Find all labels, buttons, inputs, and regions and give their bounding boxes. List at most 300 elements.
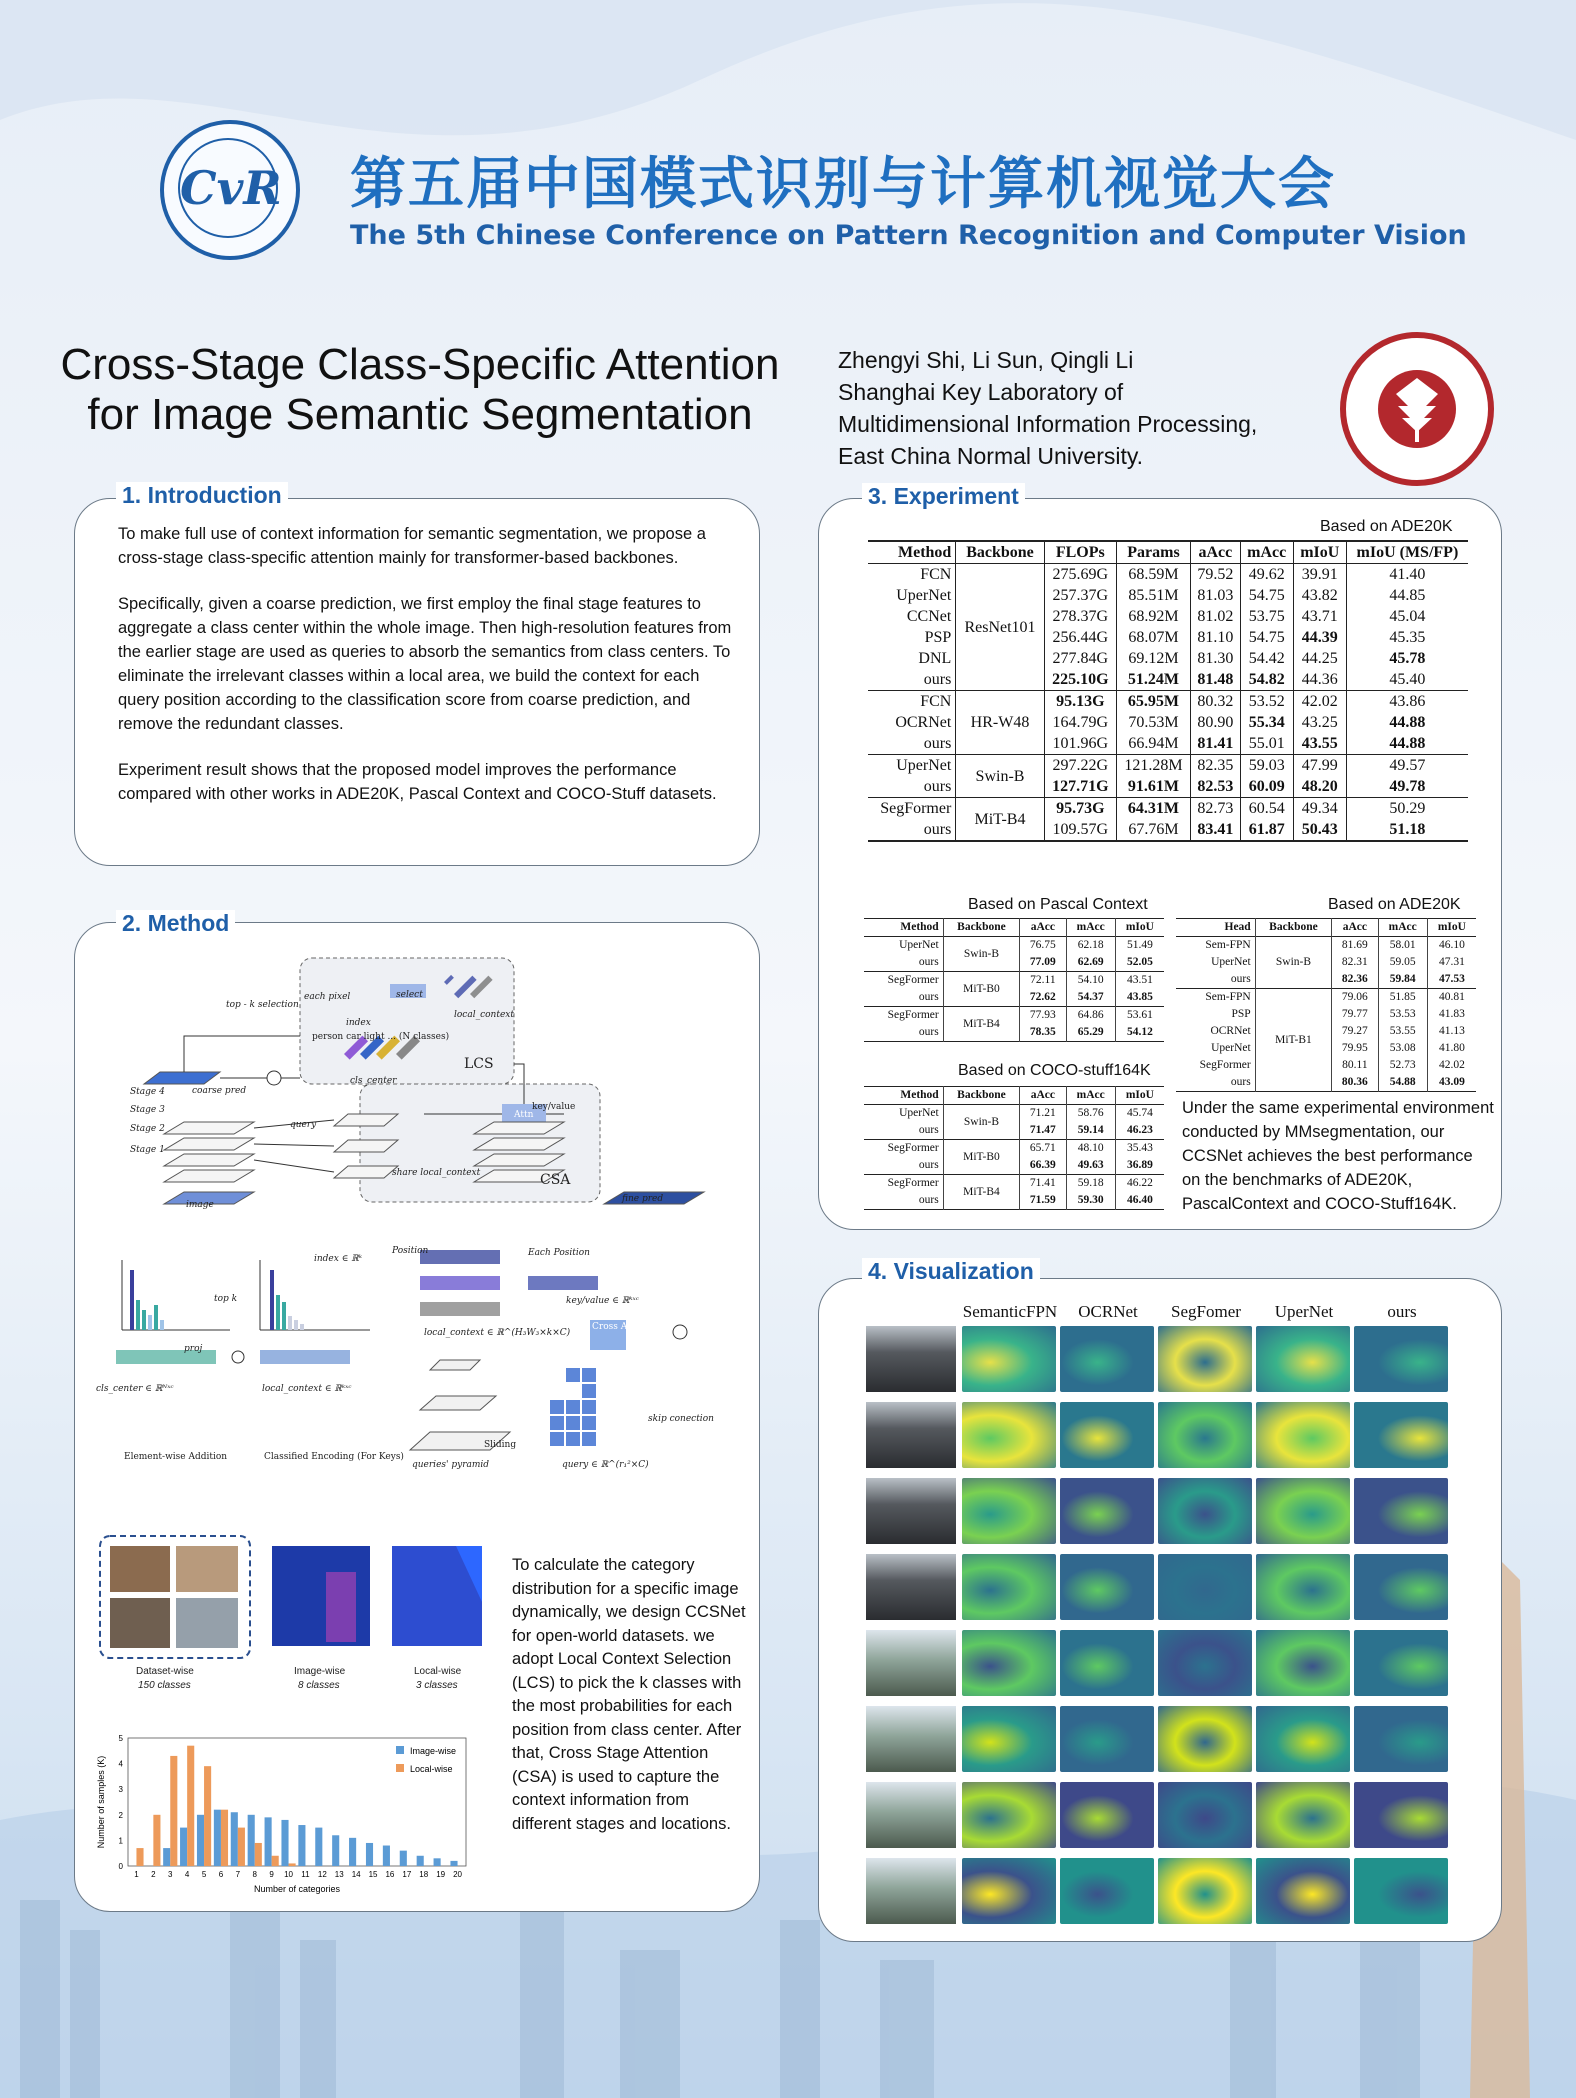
coco-cell: 71.59	[1020, 1192, 1066, 1210]
bar-image-wise	[265, 1817, 272, 1866]
coco-method: ours	[918, 1159, 939, 1171]
label-index: index	[346, 1018, 371, 1028]
vis-attention-map	[962, 1630, 1056, 1696]
label-stage4: Stage 4	[130, 1087, 165, 1097]
coco-cell: 71.21	[1020, 1105, 1066, 1123]
vis-column-header: UperNet	[1274, 1302, 1334, 1321]
table1-backbone: HR-W48	[956, 691, 1044, 755]
table1-cell: 164.79G	[1044, 712, 1116, 733]
table1-cell: 60.09	[1240, 776, 1293, 798]
ade2-cell: 82.36	[1332, 971, 1378, 989]
vis-attention-map	[1256, 1630, 1350, 1696]
ade2-cell: 42.02	[1427, 1057, 1476, 1074]
vis-input-image	[866, 1478, 956, 1544]
table1-backbone: MiT-B4	[956, 798, 1044, 842]
ade2-backbone: MiT-B1	[1255, 989, 1332, 1092]
label-lcs: LCS	[464, 1056, 494, 1072]
table1-cell: 50.29	[1346, 798, 1468, 820]
pascal-table-caption: Based on Pascal Context	[968, 896, 1148, 913]
table1-cell: 257.37G	[1044, 585, 1116, 606]
table1-cell: 275.69G	[1044, 564, 1116, 586]
label-stage3: Stage 3	[130, 1105, 165, 1115]
table1-header-6: mIoU	[1293, 541, 1346, 564]
table1-method: SegFormer	[880, 800, 952, 817]
pascal-cell: 62.69	[1066, 954, 1115, 972]
vis-attention-map	[1256, 1478, 1350, 1544]
vis-input-image	[866, 1326, 956, 1392]
table1-cell: 68.59M	[1116, 564, 1190, 586]
pascal-context-table	[864, 918, 1164, 1042]
table1-cell: 55.01	[1240, 733, 1293, 755]
coco-backbone: MiT-B4	[943, 1175, 1020, 1210]
table1-cell: 51.24M	[1116, 669, 1190, 691]
table1-caption: Based on ADE20K	[1320, 518, 1453, 535]
label-select: select	[396, 990, 423, 1000]
pascal-cell: 76.75	[1020, 937, 1066, 955]
label-local-eq: local_context ∈ ℝᵏˣᶜ	[262, 1384, 352, 1394]
table1-method: OCRNet	[895, 714, 952, 731]
coco-backbone: Swin-B	[943, 1105, 1020, 1140]
pascal-method: ours	[918, 956, 939, 968]
x-tick-label: 15	[368, 1870, 378, 1879]
label-cls-center: cls_center	[350, 1076, 397, 1086]
table1-row	[868, 564, 1468, 586]
legend-label: Local-wise	[410, 1764, 453, 1774]
bar-image-wise	[450, 1861, 457, 1866]
vis-attention-map	[1158, 1630, 1252, 1696]
ade2-cell: 47.31	[1427, 954, 1476, 971]
vis-attention-map	[1158, 1782, 1252, 1848]
table1-cell: 53.52	[1240, 691, 1293, 713]
ade2-backbone: Swin-B	[1255, 937, 1332, 989]
vis-column-header: OCRNet	[1078, 1302, 1138, 1321]
x-tick-label: 3	[168, 1870, 173, 1879]
table1-cell: 95.73G	[1044, 798, 1116, 820]
table1-header-0: Method	[897, 544, 952, 561]
label-csa: CSA	[540, 1172, 571, 1188]
pascal-backbone: Swin-B	[943, 937, 1020, 972]
table1-cell: 121.28M	[1116, 755, 1190, 777]
introduction-heading: 1. Introduction	[116, 482, 288, 509]
y-tick-label: 0	[118, 1862, 123, 1871]
label-image: image	[186, 1200, 214, 1210]
table1-cell: 42.02	[1293, 691, 1346, 713]
pascal-cell: 53.61	[1115, 1007, 1164, 1025]
coco-cell: 46.22	[1115, 1175, 1164, 1193]
table1-cell: 51.18	[1346, 819, 1468, 841]
label-index-eq: index ∈ ℝᵏ	[314, 1254, 362, 1264]
table1-cell: 64.31M	[1116, 798, 1190, 820]
ade2-method: Sem-FPN	[1205, 939, 1251, 951]
y-tick-label: 1	[118, 1836, 123, 1846]
table1-method: FCN	[920, 566, 952, 583]
table1-cell: 47.99	[1293, 755, 1346, 777]
x-tick-label: 6	[218, 1870, 224, 1879]
ade2-method: SegFormer	[1199, 1059, 1251, 1071]
coco-cell: 49.63	[1066, 1157, 1115, 1175]
bar-image-wise	[417, 1856, 424, 1866]
table1-method: ours	[923, 821, 952, 838]
table1-method: FCN	[920, 693, 952, 710]
label-query: query	[290, 1120, 317, 1130]
category-distribution-chart	[96, 1728, 486, 1898]
y-tick-label: 2	[118, 1810, 123, 1820]
coco-cell: 59.14	[1066, 1122, 1115, 1140]
table1-cell: 44.85	[1346, 585, 1468, 606]
table1-cell: 68.07M	[1116, 627, 1190, 648]
pascal-header-4: mIoU	[1115, 919, 1164, 937]
experiment-heading: 3. Experiment	[862, 483, 1025, 510]
granularity-image-name: Image-wise	[294, 1666, 346, 1677]
pascal-cell: 72.11	[1020, 972, 1066, 990]
pascal-method: ours	[918, 1026, 939, 1038]
label-lc-eq: local_context ∈ ℝ^(H₃W₃×k×C)	[424, 1328, 571, 1338]
label-attn: Attn	[514, 1110, 534, 1120]
coco-cell: 46.23	[1115, 1122, 1164, 1140]
ade2-row	[1176, 937, 1476, 955]
bar-local-wise	[221, 1810, 228, 1866]
table1-header-1: Backbone	[956, 541, 1044, 564]
y-tick-label: 3	[118, 1785, 123, 1795]
pascal-cell: 43.51	[1115, 972, 1164, 990]
pascal-method: SegFormer	[887, 1009, 939, 1021]
label-position: Position	[392, 1246, 429, 1256]
x-tick-label: 20	[453, 1870, 463, 1879]
vis-attention-map	[1256, 1402, 1350, 1468]
pascal-cell: 78.35	[1020, 1024, 1066, 1042]
table1-method: DNL	[918, 650, 952, 667]
bar-image-wise	[349, 1838, 356, 1866]
pascal-row	[864, 937, 1164, 955]
x-tick-label: 13	[334, 1870, 344, 1879]
ade-head-table-caption: Based on ADE20K	[1328, 896, 1461, 913]
bar-image-wise	[366, 1843, 373, 1866]
granularity-illustration	[96, 1532, 486, 1662]
paper-title-line1: Cross-Stage Class-Specific Attention	[60, 340, 780, 389]
pascal-cell: 51.49	[1115, 937, 1164, 955]
table1-cell: 278.37G	[1044, 606, 1116, 627]
table1-cell: 43.25	[1293, 712, 1346, 733]
university-logo	[1340, 332, 1494, 486]
table1-cell: 43.71	[1293, 606, 1346, 627]
conference-name-en: The 5th Chinese Conference on Pattern Recognition and Computer Vision	[350, 220, 1467, 251]
table1-cell: 43.82	[1293, 585, 1346, 606]
label-proj: proj	[184, 1344, 203, 1354]
ade2-method: ours	[1230, 973, 1251, 985]
coco-header-3: mAcc	[1066, 1087, 1115, 1105]
granularity-dataset-name: Dataset-wise	[136, 1666, 194, 1677]
table1-row	[868, 691, 1468, 713]
method-description: To calculate the category distribution for a specific image dynamically, we design CCSNet for open-world datasets. we adopt Local Context Selection (LCS) to pick the k classes with the most probabilities for each position from class center. After that, Cross Stage Attention (CSA) is used to capture the context information from different stages and locations.	[512, 1556, 746, 1833]
table1-backbone: Swin-B	[956, 755, 1044, 798]
table1-method: UperNet	[896, 587, 952, 604]
table1-cell: 54.75	[1240, 585, 1293, 606]
bar-local-wise	[153, 1815, 160, 1866]
conference-name-cn: 第五届中国模式识别与计算机视觉大会	[350, 152, 1336, 217]
conference-logo	[160, 120, 300, 260]
ade2-cell: 79.77	[1332, 1006, 1378, 1023]
table1-cell: 49.62	[1240, 564, 1293, 586]
label-elementwise: Element-wise Addition	[124, 1452, 228, 1462]
pascal-cell: 54.10	[1066, 972, 1115, 990]
table1-header-5: mAcc	[1240, 541, 1293, 564]
bar-image-wise	[400, 1851, 407, 1866]
author-names: Zhengyi Shi, Li Sun, Qingli Li	[838, 347, 1134, 373]
table1-cell: 61.87	[1240, 819, 1293, 841]
x-tick-label: 14	[351, 1870, 361, 1879]
table1-cell: 81.02	[1191, 606, 1241, 627]
bar-image-wise	[214, 1810, 221, 1866]
ade2-cell: 79.06	[1332, 989, 1378, 1007]
vis-attention-map	[962, 1706, 1056, 1772]
coco-row	[864, 1140, 1164, 1158]
table1-cell: 68.92M	[1116, 606, 1190, 627]
table1-cell: 54.82	[1240, 669, 1293, 691]
table1-cell: 59.03	[1240, 755, 1293, 777]
pascal-method: UperNet	[899, 939, 939, 951]
table1-cell: 49.78	[1346, 776, 1468, 798]
pascal-cell: 64.86	[1066, 1007, 1115, 1025]
vis-attention-map	[1158, 1402, 1252, 1468]
pascal-header-0: Method	[900, 921, 939, 933]
vis-attention-map	[962, 1478, 1056, 1544]
pascal-method: ours	[918, 991, 939, 1003]
table1-cell: 95.13G	[1044, 691, 1116, 713]
coco-cell: 35.43	[1115, 1140, 1164, 1158]
label-top-k: top k	[214, 1294, 238, 1304]
pascal-header-1: Backbone	[943, 919, 1020, 937]
vis-attention-map	[962, 1402, 1056, 1468]
vis-input-image	[866, 1630, 956, 1696]
vis-attention-map	[1354, 1782, 1448, 1848]
vis-attention-map	[1354, 1858, 1448, 1924]
method-heading: 2. Method	[116, 910, 235, 937]
table1-cell: 225.10G	[1044, 669, 1116, 691]
pascal-backbone: MiT-B4	[943, 1007, 1020, 1042]
x-axis-label: Number of categories	[253, 1884, 341, 1894]
x-tick-label: 4	[184, 1870, 190, 1879]
vis-attention-map	[1060, 1858, 1154, 1924]
vis-attention-map	[1256, 1706, 1350, 1772]
vis-input-image	[866, 1554, 956, 1620]
ade2-cell: 53.08	[1378, 1040, 1427, 1057]
table1-cell: 83.41	[1191, 819, 1241, 841]
coco-cell: 59.18	[1066, 1175, 1115, 1193]
ade2-cell: 41.80	[1427, 1040, 1476, 1057]
table1-row	[868, 755, 1468, 777]
coco-cell: 58.76	[1066, 1105, 1115, 1123]
table1-cell: 43.86	[1346, 691, 1468, 713]
intro-paragraph-3: Experiment result shows that the proposed model improves the performance compared with other works in ADE20K, Pascal Context and COCO-Stuff datasets.	[118, 761, 717, 803]
vis-attention-map	[1060, 1326, 1154, 1392]
pascal-cell: 72.62	[1020, 989, 1066, 1007]
vis-attention-map	[962, 1554, 1056, 1620]
ade2-cell: 79.95	[1332, 1040, 1378, 1057]
bar-image-wise	[298, 1825, 305, 1866]
table1-cell: 85.51M	[1116, 585, 1190, 606]
vis-attention-map	[1060, 1554, 1154, 1620]
table1-cell: 54.75	[1240, 627, 1293, 648]
vis-attention-map	[1354, 1554, 1448, 1620]
affiliation-line3: East China Normal University.	[838, 443, 1144, 469]
vis-attention-map	[962, 1326, 1056, 1392]
vis-attention-map	[962, 1782, 1056, 1848]
bar-local-wise	[204, 1766, 211, 1866]
table1-cell: 81.10	[1191, 627, 1241, 648]
coco-method: ours	[918, 1194, 939, 1206]
x-tick-label: 11	[301, 1870, 310, 1879]
table1-method: ours	[923, 671, 952, 688]
ade2-header-3: mAcc	[1378, 919, 1427, 937]
table1-cell: 277.84G	[1044, 648, 1116, 669]
table1-cell: 49.34	[1293, 798, 1346, 820]
bar-local-wise	[170, 1756, 177, 1866]
x-tick-label: 17	[402, 1870, 412, 1879]
coco-cell: 48.10	[1066, 1140, 1115, 1158]
x-tick-label: 18	[419, 1870, 429, 1879]
table1-cell: 48.20	[1293, 776, 1346, 798]
ade2-row	[1176, 989, 1476, 1007]
ade2-header-4: mIoU	[1427, 919, 1476, 937]
bar-local-wise	[136, 1848, 143, 1866]
pascal-cell: 65.29	[1066, 1024, 1115, 1042]
vis-attention-map	[1060, 1402, 1154, 1468]
table1-cell: 55.34	[1240, 712, 1293, 733]
table1-method: PSP	[924, 629, 952, 646]
pascal-cell: 62.18	[1066, 937, 1115, 955]
bar-local-wise	[289, 1863, 296, 1866]
label-fine-pred: fine pred	[622, 1194, 664, 1204]
ade2-cell: 53.55	[1378, 1023, 1427, 1040]
table1-cell: 44.39	[1293, 627, 1346, 648]
table1-cell: 109.57G	[1044, 819, 1116, 841]
granularity-local-count: 3 classes	[416, 1680, 458, 1691]
label-key-value: key/value	[532, 1102, 576, 1112]
paper-title	[40, 340, 800, 440]
x-tick-label: 19	[436, 1870, 446, 1879]
granularity-image-count: 8 classes	[298, 1680, 340, 1691]
label-pyramid: queries' pyramid	[412, 1460, 490, 1470]
table1-cell: 101.96G	[1044, 733, 1116, 755]
bar-image-wise	[163, 1848, 170, 1866]
table1-header-2: FLOPs	[1044, 541, 1116, 564]
label-stage2: Stage 2	[130, 1124, 165, 1134]
table1-header-3: Params	[1116, 541, 1190, 564]
table1-cell: 79.52	[1191, 564, 1241, 586]
table1-cell: 69.12M	[1116, 648, 1190, 669]
ade2-header-2: aAcc	[1332, 919, 1378, 937]
ade2-method: UperNet	[1211, 956, 1251, 968]
label-classes: person car light ... (N classes)	[312, 1032, 450, 1042]
vis-attention-map	[1256, 1858, 1350, 1924]
table1-row	[868, 798, 1468, 820]
bar-image-wise	[231, 1812, 238, 1866]
vis-attention-map	[1158, 1706, 1252, 1772]
table1-cell: 44.88	[1346, 733, 1468, 755]
table1-cell: 54.42	[1240, 648, 1293, 669]
bar-image-wise	[332, 1835, 339, 1866]
vis-attention-map	[1354, 1630, 1448, 1696]
visualization-heading: 4. Visualization	[862, 1258, 1040, 1285]
ade2-method: Sem-FPN	[1205, 991, 1251, 1003]
table1-cell: 67.76M	[1116, 819, 1190, 841]
vis-attention-map	[1256, 1326, 1350, 1392]
table1-cell: 44.88	[1346, 712, 1468, 733]
bar-local-wise	[255, 1843, 262, 1866]
label-encoding: Classified Encoding (For Keys)	[264, 1452, 404, 1462]
vis-attention-map	[1256, 1554, 1350, 1620]
label-each-pixel: each pixel	[304, 992, 351, 1002]
ade20k-main-table	[868, 540, 1468, 842]
legend-swatch	[396, 1764, 404, 1772]
pascal-cell: 77.93	[1020, 1007, 1066, 1025]
bar-image-wise	[383, 1846, 390, 1866]
coco-method: UperNet	[899, 1107, 939, 1119]
ade2-cell: 79.27	[1332, 1023, 1378, 1040]
ade2-cell: 46.10	[1427, 937, 1476, 955]
coco-method: ours	[918, 1124, 939, 1136]
coco-cell: 36.89	[1115, 1157, 1164, 1175]
coco-header-2: aAcc	[1020, 1087, 1066, 1105]
pascal-header-3: mAcc	[1066, 919, 1115, 937]
table1-cell: 81.41	[1191, 733, 1241, 755]
x-tick-label: 12	[317, 1870, 327, 1879]
bar-image-wise	[197, 1815, 204, 1866]
x-tick-label: 16	[385, 1870, 395, 1879]
ade2-method: ours	[1230, 1076, 1251, 1088]
table1-cell: 60.54	[1240, 798, 1293, 820]
vis-attention-map	[1158, 1554, 1252, 1620]
table1-cell: 82.73	[1191, 798, 1241, 820]
coco-cell: 59.30	[1066, 1192, 1115, 1210]
ade2-header-1: Backbone	[1255, 919, 1332, 937]
ade2-method: PSP	[1231, 1008, 1251, 1020]
table1-cell: 45.35	[1346, 627, 1468, 648]
ade2-cell: 59.05	[1378, 954, 1427, 971]
ade2-cell: 41.83	[1427, 1006, 1476, 1023]
bar-local-wise	[238, 1828, 245, 1866]
table1-backbone: ResNet101	[956, 564, 1044, 691]
experiment-summary: Under the same experimental environment conducted by MMsegmentation, our CCSNet achieves the best performance on the benchmarks of ADE20K, PascalContext and COCO-Stuff164K.	[1182, 1099, 1494, 1213]
vis-attention-map	[1354, 1402, 1448, 1468]
coco-backbone: MiT-B0	[943, 1140, 1020, 1175]
table1-cell: 91.61M	[1116, 776, 1190, 798]
introduction-text	[118, 522, 738, 828]
label-local-context: local_context	[454, 1010, 514, 1020]
vis-column-header: SemanticFPN	[962, 1302, 1058, 1321]
ade2-cell: 81.69	[1332, 937, 1378, 955]
ade2-cell: 47.53	[1427, 971, 1476, 989]
table1-cell: 50.43	[1293, 819, 1346, 841]
bar-image-wise	[315, 1828, 322, 1866]
coco-stuff-table	[864, 1086, 1164, 1210]
label-sliding: Sliding	[484, 1440, 517, 1450]
pascal-cell: 77.09	[1020, 954, 1066, 972]
intro-paragraph-2: Specifically, given a coarse prediction, we first employ the final stage features to aggregate a class center within the whole image. Then high-resolution features from the earlier stage are used as queries to absorb the semantics from class centers. To eliminate the irrelevant classes within a local area, we build the context for each query position according to the classification score from coarse prediction, and remove the redundant classes.	[118, 595, 732, 733]
granularity-local-name: Local-wise	[414, 1666, 462, 1677]
vis-input-image	[866, 1782, 956, 1848]
table1-method: UperNet	[896, 757, 952, 774]
vis-attention-map	[1158, 1858, 1252, 1924]
university-logo-ring	[1346, 338, 1488, 480]
ade2-cell: 82.31	[1332, 954, 1378, 971]
conference-logo-mark: CvR	[178, 138, 278, 238]
table1-cell: 80.32	[1191, 691, 1241, 713]
label-share: share local_context	[392, 1168, 481, 1178]
vis-attention-map	[1354, 1706, 1448, 1772]
table1-cell: 80.90	[1191, 712, 1241, 733]
coco-cell: 65.71	[1020, 1140, 1066, 1158]
